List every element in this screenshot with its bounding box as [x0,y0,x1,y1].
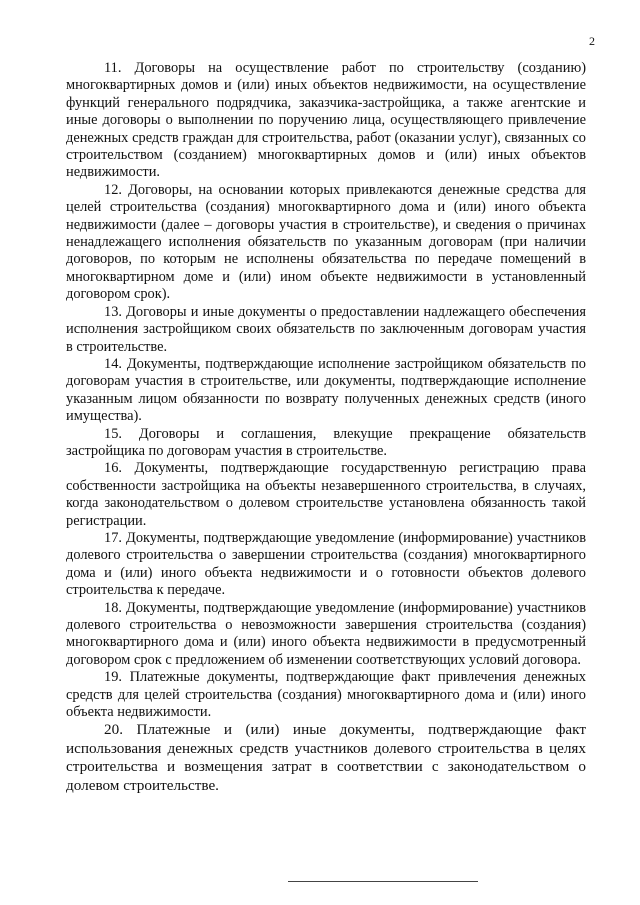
paragraph-15: 15. Договоры и соглашения, влекущие прекращение обязательств застройщика по договорам участия в строительстве. [66,425,586,459]
paragraph-16: 16. Документы, подтверждающие государственную регистрацию права собственности застройщика на объекты незавершенного строительства, в случаях, когда законодательством о долевом строительстве установлена обязанность такой регистрации. [66,460,586,529]
page-number: 2 [589,34,595,48]
footer-rule [288,881,478,882]
paragraph-18: 18. Документы, подтверждающие уведомление (информирование) участников долевого строительства о невозможности завершения строительства (создания) многоквартирного дома и (или) иного объекта недвижимости в предусмотренный договором срок с предложением об изменении соответствующих условий договора. [66,599,586,668]
paragraph-11: 11. Договоры на осуществление работ по строительству (созданию) многоквартирных домов и (или) иных объектов недвижимости, на осуществление функций генерального подрядчика, заказчика-застройщика, а также агентские и иные договоры о выполнении по поручению лица, осуществляющего привлечение денежных средств граждан для строительства, работ (оказании услуг), связанных со строительством (созданием) многоквартирных домов и (или) иных объектов недвижимости. [66,60,586,181]
paragraph-19: 19. Платежные документы, подтверждающие факт привлечения денежных средств для целей строительства (создания) многоквартирного дома и (или) иного объекта недвижимости. [66,669,586,721]
paragraph-14: 14. Документы, подтверждающие исполнение застройщиком обязательств по договорам участия в строительстве, или документы, подтверждающие исполнение указанным лицом обязанности по возврату полученных денежных средств (иного имущества). [66,355,586,425]
document-body [66,60,586,795]
paragraph-12: 12. Договоры, на основании которых привлекаются денежные средства для целей строительства (создания) многоквартирного дома и (или) иного объекта недвижимости (далее – договоры участия в строительстве), и сведения о причинах ненадлежащего исполнения обязательств по указанным договорам (при наличии договоров, по которым не исполнены обязательства по передаче помещений в многоквартирном доме и (или) ином объекте недвижимости в установленный договором срок). [66,181,586,303]
paragraph-20: 20. Платежные и (или) иные документы, подтверждающие факт использования денежных средств участников долевого строительства в целях строительства и возмещения затрат в соответствии с законодательством о долевом строительстве. [66,721,586,794]
paragraph-17: 17. Документы, подтверждающие уведомление (информирование) участников долевого строительства о завершении строительства (создания) многоквартирного дома и (или) иного объекта недвижимости и о готовности объектов долевого строительства к передаче. [66,529,586,599]
paragraph-13: 13. Договоры и иные документы о предоставлении надлежащего обеспечения исполнения застройщиком своих обязательств по заключенным договорам участия в строительстве. [66,303,586,355]
